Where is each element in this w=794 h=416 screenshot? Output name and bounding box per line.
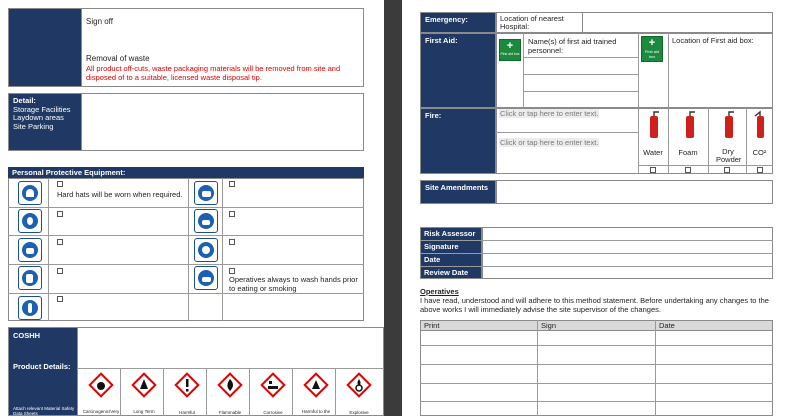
extinguisher-checkbox[interactable]	[685, 167, 691, 173]
hazard-label: Corrosive	[263, 410, 283, 415]
ppe-checkbox[interactable]	[57, 181, 63, 187]
page-gutter	[384, 0, 402, 416]
water-extinguisher-icon	[646, 110, 662, 140]
ppe-header: Personal Protective Equipment:	[8, 167, 364, 178]
fire-label-cell	[420, 108, 496, 174]
flame-over-circle-icon	[346, 372, 372, 398]
site-amendments-cell[interactable]	[496, 180, 773, 204]
ppe-checkbox[interactable]	[57, 211, 63, 217]
hazard-label: Explosive	[349, 410, 369, 415]
hazard-label: Flammable	[218, 410, 242, 415]
face-mask-icon	[194, 209, 218, 233]
detail-content-cell	[81, 93, 364, 151]
respirator-icon	[194, 238, 218, 262]
hospital-text: Location of nearest Hospital:	[500, 14, 564, 31]
date-label: Date	[424, 255, 441, 264]
detail-cell	[8, 93, 82, 151]
emergency-label-cell	[420, 12, 496, 33]
health-hazard-icon	[131, 372, 157, 398]
flame-icon	[217, 372, 243, 398]
operatives-title: Operatives	[420, 287, 459, 296]
ppe-checkbox[interactable]	[229, 239, 235, 245]
column-print: Print	[424, 321, 440, 330]
attach-note: Attach relevant Material Safety Data Sheets	[13, 406, 75, 416]
review-date-label: Review Date	[424, 268, 469, 277]
fire-label: Fire:	[425, 111, 442, 120]
ppe-checkbox[interactable]	[229, 268, 235, 274]
corrosion-icon	[260, 372, 286, 398]
fire-input-1[interactable]: Click or tap here to enter text.	[500, 109, 599, 118]
fire-input-2[interactable]: Click or tap here to enter text.	[500, 138, 599, 147]
hazard-label: Harmful	[179, 410, 195, 415]
detail-item: Site Parking	[13, 121, 54, 131]
face-shield-icon	[18, 238, 42, 262]
coshh-label-cell	[8, 327, 78, 416]
product-details-label: Product Details:	[13, 362, 71, 371]
extinguisher-label: Dry Powder	[716, 147, 742, 164]
hospital-value-cell[interactable]	[582, 12, 773, 33]
environment-icon	[303, 372, 329, 398]
operatives-statement: I have read, understood and will adhere to this method statement. Before undertaking any changes to the above works I will immediately advise the site supervisor of the changes.	[420, 296, 769, 314]
hospital-cell	[496, 12, 583, 33]
waste-text: All product off-cuts, waste packaging materials will be removed from site and disposed of to a suitable, licensed waste disposal tip.	[86, 64, 341, 82]
trained-personnel-text: Name(s) of first aid trained personnel:	[528, 37, 617, 55]
signoff-label-cell	[8, 8, 82, 87]
risk-assessor-label: Risk Assessor	[424, 229, 476, 238]
waste-title: Removal of waste	[86, 54, 150, 63]
wash-hands-icon	[194, 266, 218, 290]
first-aid-label: First Aid:	[425, 36, 458, 45]
detail-item: Laydown areas	[13, 113, 64, 122]
extinguisher-checkbox[interactable]	[757, 167, 763, 173]
signature-label: Signature	[424, 242, 459, 251]
ear-protection-icon	[18, 209, 42, 233]
extinguisher-checkbox[interactable]	[724, 167, 730, 173]
safety-boots-icon	[194, 181, 218, 205]
detail-item: Storage Facilities	[13, 104, 71, 114]
emergency-label: Emergency:	[425, 15, 468, 24]
extinguisher-label: CO²	[752, 148, 767, 157]
coshh-label: COSHH	[13, 331, 41, 340]
foam-extinguisher-icon	[682, 110, 698, 140]
column-sign: Sign	[541, 321, 557, 330]
powder-extinguisher-icon	[721, 110, 737, 140]
extinguisher-checkbox[interactable]	[650, 167, 656, 173]
extinguisher-label: Foam	[678, 148, 698, 157]
hazard-label: Harmful to the	[301, 409, 331, 414]
ppe-checkbox[interactable]	[57, 239, 63, 245]
ppe-checkbox[interactable]	[57, 268, 63, 274]
exclamation-mark-icon	[174, 372, 200, 398]
signoff-content-cell	[81, 8, 364, 87]
first-aid-box-icon: + First aid box	[641, 36, 663, 62]
signoff-title: Sign off	[86, 17, 113, 26]
first-aid-label-cell	[420, 33, 496, 108]
extinguisher-label: Water	[643, 148, 663, 157]
ppe-checkbox[interactable]	[229, 181, 235, 187]
exploding-bomb-icon	[88, 372, 114, 398]
detail-label: Detail:	[13, 96, 36, 105]
first-aid-sign-icon: + First aid box	[499, 39, 521, 61]
hard-hat-icon	[18, 181, 42, 205]
ppe-row-text: Operatives always to wash hands prior to eating or smoking	[229, 275, 358, 293]
ppe-checkbox[interactable]	[57, 296, 63, 302]
ppe-checkbox[interactable]	[229, 211, 235, 217]
ppe-row-text: Hard hats will be worn when required.	[57, 190, 183, 199]
first-aid-box-text: Location of First aid box:	[672, 36, 754, 45]
column-date: Date	[659, 321, 675, 330]
operatives-header	[420, 320, 773, 331]
co2-extinguisher-icon	[752, 110, 768, 140]
safety-harness-icon	[18, 296, 42, 320]
hi-vis-vest-icon	[18, 266, 42, 290]
hazard-label: Carcinogenic/Very	[82, 409, 120, 414]
site-amendments-label: Site Amendments	[425, 183, 489, 192]
site-amendments-label-cell	[420, 180, 496, 204]
hazard-label: Long Term	[133, 409, 155, 414]
